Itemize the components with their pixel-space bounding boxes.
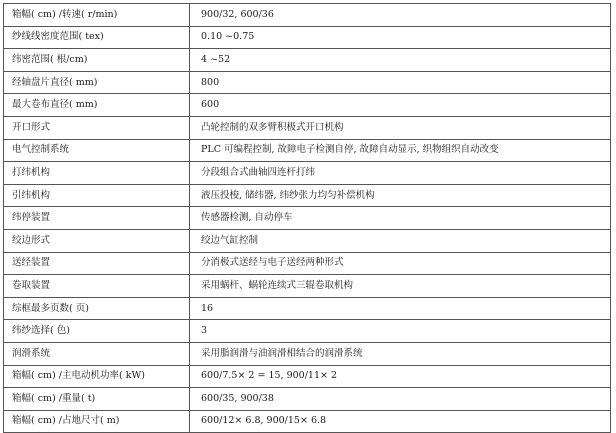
parameter-value-cell: 600 [190, 94, 611, 117]
parameter-value-cell: 600/35, 900/38 [190, 388, 611, 411]
parameter-name-cell: 润滑系统 [4, 342, 190, 365]
parameter-name-cell: 电气控制系统 [4, 139, 190, 162]
parameter-name-cell: 纬密范围( 根/cm) [4, 49, 190, 72]
table-row [4, 139, 611, 162]
table-row [4, 365, 611, 388]
parameter-name-cell: 绞边形式 [4, 229, 190, 252]
parameter-value-cell: 800 [190, 71, 611, 94]
parameter-name-cell: 最大卷布直径( mm) [4, 94, 190, 117]
parameter-name-cell: 箱幅( cm) /占地尺寸( m) [4, 410, 190, 433]
table-row [4, 410, 611, 433]
table-row [4, 207, 611, 230]
table-row [4, 94, 611, 117]
parameter-value-cell: 液压投梭, 储纬器, 纬纱张力均匀补偿机构 [190, 184, 611, 207]
parameter-value-cell: 传感器检测, 自动停车 [190, 207, 611, 230]
parameter-name-cell: 纬纱选择( 色) [4, 320, 190, 343]
parameter-name-cell: 开口形式 [4, 116, 190, 139]
parameter-value-cell: PLC 可编程控制, 故障电子检测自停, 故障自动显示, 织物组织自动改变 [190, 139, 611, 162]
table-row [4, 4, 611, 27]
parameter-name-cell: 纱线线密度范围( tex) [4, 26, 190, 49]
parameter-name-cell: 箱幅( cm) /重量( t) [4, 388, 190, 411]
parameter-name-cell: 引纬机构 [4, 184, 190, 207]
table-row [4, 275, 611, 298]
parameter-name-cell: 卷取装置 [4, 275, 190, 298]
parameter-value-cell: 3 [190, 320, 611, 343]
parameter-value-cell: 4 ~52 [190, 49, 611, 72]
spec-table [3, 3, 611, 433]
parameter-value-cell: 600/7.5× 2 = 15, 900/11× 2 [190, 365, 611, 388]
table-row [4, 116, 611, 139]
parameter-name-cell: 综框最多页数( 页) [4, 297, 190, 320]
table-row [4, 162, 611, 185]
parameter-value-cell: 采用脂润滑与油润滑相结合的润滑系统 [190, 342, 611, 365]
parameter-name-cell: 经轴盘片直径( mm) [4, 71, 190, 94]
table-row [4, 320, 611, 343]
parameter-name-cell: 箱幅( cm) /主电动机功率( kW) [4, 365, 190, 388]
parameter-name-cell: 纬停装置 [4, 207, 190, 230]
table-row [4, 388, 611, 411]
parameter-value-cell: 900/32, 600/36 [190, 4, 611, 27]
table-row [4, 71, 611, 94]
spec-table-body [4, 4, 611, 433]
parameter-value-cell: 分段组合式曲轴四连杆打纬 [190, 162, 611, 185]
parameter-value-cell: 凸轮控制的双多臂积极式开口机构 [190, 116, 611, 139]
parameter-value-cell: 采用蜗杆、蜗轮连续式三辊卷取机构 [190, 275, 611, 298]
table-row [4, 26, 611, 49]
parameter-name-cell: 送经装置 [4, 252, 190, 275]
parameter-value-cell: 16 [190, 297, 611, 320]
parameter-value-cell: 600/12× 6.8, 900/15× 6.8 [190, 410, 611, 433]
table-row [4, 229, 611, 252]
table-row [4, 252, 611, 275]
table-row [4, 184, 611, 207]
table-row [4, 297, 611, 320]
parameter-value-cell: 分消极式送经与电子送经两种形式 [190, 252, 611, 275]
table-row [4, 342, 611, 365]
parameter-value-cell: 绞边气缸控制 [190, 229, 611, 252]
parameter-name-cell: 打纬机构 [4, 162, 190, 185]
table-row [4, 49, 611, 72]
parameter-name-cell: 箱幅( cm) /转速( r/min) [4, 4, 190, 27]
parameter-value-cell: 0.10 ~0.75 [190, 26, 611, 49]
